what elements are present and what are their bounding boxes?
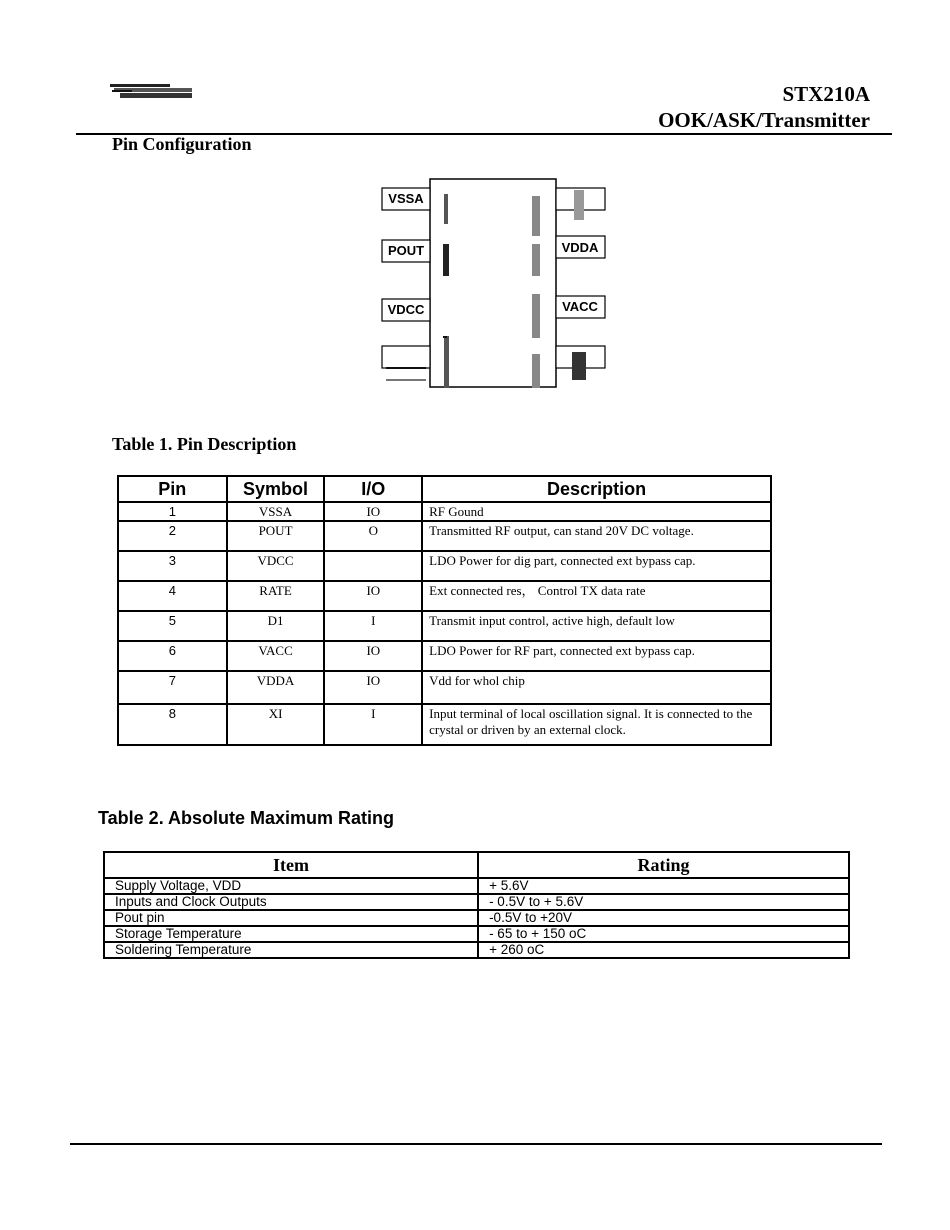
pin-number: 7 <box>118 671 227 704</box>
table1-title: Table 1. Pin Description <box>112 434 297 454</box>
table-row <box>118 521 771 551</box>
pin-symbol: VDDA <box>227 671 325 704</box>
table-row <box>118 671 771 704</box>
rating-item: Inputs and Clock Outputs <box>104 894 478 910</box>
pin-symbol: VDCC <box>227 551 325 581</box>
pin-configuration-title: Pin Configuration <box>112 134 252 154</box>
t2-header-item: Item <box>104 852 478 878</box>
pin-description: Input terminal of local oscillation signal. It is connected to the crystal or driven by an external clock. <box>422 704 771 745</box>
pin-description-table <box>117 475 772 746</box>
pin-description: LDO Power for dig part, connected ext bypass cap. <box>422 551 771 581</box>
rating-value: + 260 oC <box>478 942 849 958</box>
pin-box-left-4 <box>382 346 430 368</box>
pin-label-left-2: POUT <box>387 243 425 258</box>
pin-number: 4 <box>118 581 227 611</box>
t1-header-pin: Pin <box>118 476 227 502</box>
t1-header-symbol: Symbol <box>227 476 325 502</box>
rating-value: - 65 to + 150 oC <box>478 926 849 942</box>
pin-description: Transmit input control, active high, default low <box>422 611 771 641</box>
pin-io <box>324 551 422 581</box>
part-number: STX210A <box>782 82 870 106</box>
table-row <box>104 942 849 958</box>
table-row <box>104 894 849 910</box>
pin-io: IO <box>324 581 422 611</box>
pin-description: LDO Power for RF part, connected ext bypass cap. <box>422 641 771 671</box>
pin-io: I <box>324 611 422 641</box>
pin-description: Ext connected res， Control TX data rate <box>422 581 771 611</box>
pin-symbol: POUT <box>227 521 325 551</box>
pin-number: 8 <box>118 704 227 745</box>
pin-number: 2 <box>118 521 227 551</box>
pin-number: 1 <box>118 502 227 521</box>
pin-io: IO <box>324 671 422 704</box>
pin-io: IO <box>324 641 422 671</box>
pin-description: Vdd for whol chip <box>422 671 771 704</box>
t2-header-rating: Rating <box>478 852 849 878</box>
company-logo <box>110 82 192 102</box>
table-row <box>118 611 771 641</box>
table-row <box>118 502 771 521</box>
pin-io: O <box>324 521 422 551</box>
document-subtitle: OOK/ASK/Transmitter <box>658 108 870 132</box>
rating-item: Storage Temperature <box>104 926 478 942</box>
table-row <box>104 878 849 894</box>
pin-label-left-3: VDCC <box>387 302 425 317</box>
pin-symbol: VSSA <box>227 502 325 521</box>
rating-item: Supply Voltage, VDD <box>104 878 478 894</box>
rating-value: -0.5V to +20V <box>478 910 849 926</box>
table-row <box>118 581 771 611</box>
rating-item: Pout pin <box>104 910 478 926</box>
pin-symbol: RATE <box>227 581 325 611</box>
pin-symbol: VACC <box>227 641 325 671</box>
t1-header-io: I/O <box>324 476 422 502</box>
pin-label-right-2: VDDA <box>561 240 599 255</box>
pin-io: IO <box>324 502 422 521</box>
pin-symbol: D1 <box>227 611 325 641</box>
pin-description: RF Gound <box>422 502 771 521</box>
rating-item: Soldering Temperature <box>104 942 478 958</box>
pin-number: 3 <box>118 551 227 581</box>
table-row <box>118 641 771 671</box>
pin-number: 5 <box>118 611 227 641</box>
rating-value: + 5.6V <box>478 878 849 894</box>
pin-description: Transmitted RF output, can stand 20V DC voltage. <box>422 521 771 551</box>
pin-number: 6 <box>118 641 227 671</box>
table-row <box>104 910 849 926</box>
absolute-maximum-rating-table <box>103 851 850 959</box>
pin-io: I <box>324 704 422 745</box>
pin-label-left-1: VSSA <box>388 191 424 206</box>
pin-label-right-3: VACC <box>562 299 598 314</box>
pin-symbol: XI <box>227 704 325 745</box>
t1-header-description: Description <box>422 476 771 502</box>
table-row <box>118 704 771 745</box>
footer-divider <box>70 1143 882 1145</box>
pin-configuration-diagram <box>378 176 610 396</box>
rating-value: - 0.5V to + 5.6V <box>478 894 849 910</box>
table-row <box>118 551 771 581</box>
table-row <box>104 926 849 942</box>
table2-title: Table 2. Absolute Maximum Rating <box>98 808 395 828</box>
